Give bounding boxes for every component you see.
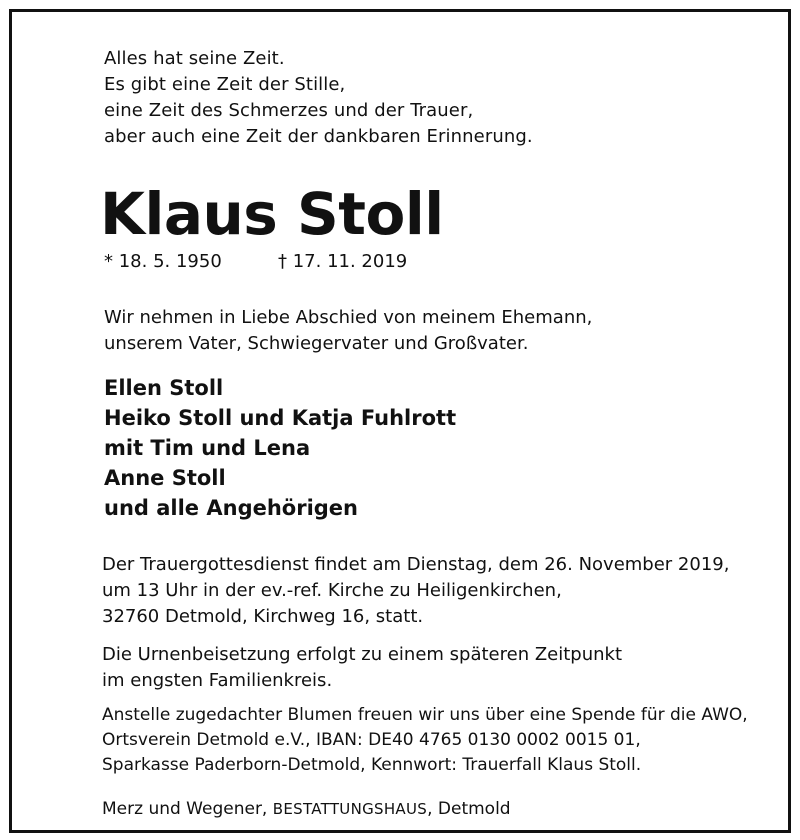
family-member: Ellen Stoll xyxy=(104,376,224,400)
donation-line: Anstelle zugedachter Blumen freuen wir uns über eine Spende für die AWO, xyxy=(102,705,748,725)
poem-line: eine Zeit des Schmerzes und der Trauer, xyxy=(104,100,474,121)
poem-line: Es gibt eine Zeit der Stille, xyxy=(104,74,346,95)
farewell-line: Wir nehmen in Liebe Abschied von meinem Ehemann, xyxy=(104,307,593,328)
farewell-line: unserem Vater, Schwiegervater und Großvater. xyxy=(104,333,529,354)
poem-line: aber auch eine Zeit der dankbaren Erinnerung. xyxy=(104,126,533,147)
undertaker-business: BESTATTUNGSHAUS xyxy=(272,800,428,818)
undertaker-city: , Detmold xyxy=(427,799,511,819)
birth-date: * 18. 5. 1950 xyxy=(104,251,222,272)
service-line: Der Trauergottesdienst findet am Dienstag, dem 26. November 2019, xyxy=(102,554,730,575)
farewell-text xyxy=(104,305,592,357)
death-date: † 17. 11. 2019 xyxy=(278,251,408,272)
deceased-name: Klaus Stoll xyxy=(100,180,444,248)
life-dates xyxy=(104,249,408,275)
undertaker-name: Merz und Wegener, xyxy=(102,799,273,819)
service-line: um 13 Uhr in der ev.-ref. Kirche zu Heiligenkirchen, xyxy=(102,580,562,601)
poem-line: Alles hat seine Zeit. xyxy=(104,48,285,69)
urn-line: im engsten Familienkreis. xyxy=(102,670,333,691)
undertaker-credit xyxy=(102,797,511,821)
urn-burial-info xyxy=(102,642,622,694)
funeral-service-info xyxy=(102,552,729,630)
family-member: Anne Stoll xyxy=(104,466,226,490)
donation-line: Ortsverein Detmold e.V., IBAN: DE40 4765 0130 0002 0015 01, xyxy=(102,730,641,750)
service-line: 32760 Detmold, Kirchweg 16, statt. xyxy=(102,606,424,627)
family-signatures xyxy=(104,373,456,523)
family-member: und alle Angehörigen xyxy=(104,496,358,520)
notice-border xyxy=(9,9,791,833)
urn-line: Die Urnenbeisetzung erfolgt zu einem späteren Zeitpunkt xyxy=(102,644,623,665)
family-member: mit Tim und Lena xyxy=(104,436,311,460)
donation-line: Sparkasse Paderborn-Detmold, Kennwort: Trauerfall Klaus Stoll. xyxy=(102,755,642,775)
family-member: Heiko Stoll und Katja Fuhlrott xyxy=(104,406,457,430)
donation-info xyxy=(102,703,748,778)
poem xyxy=(104,46,533,150)
